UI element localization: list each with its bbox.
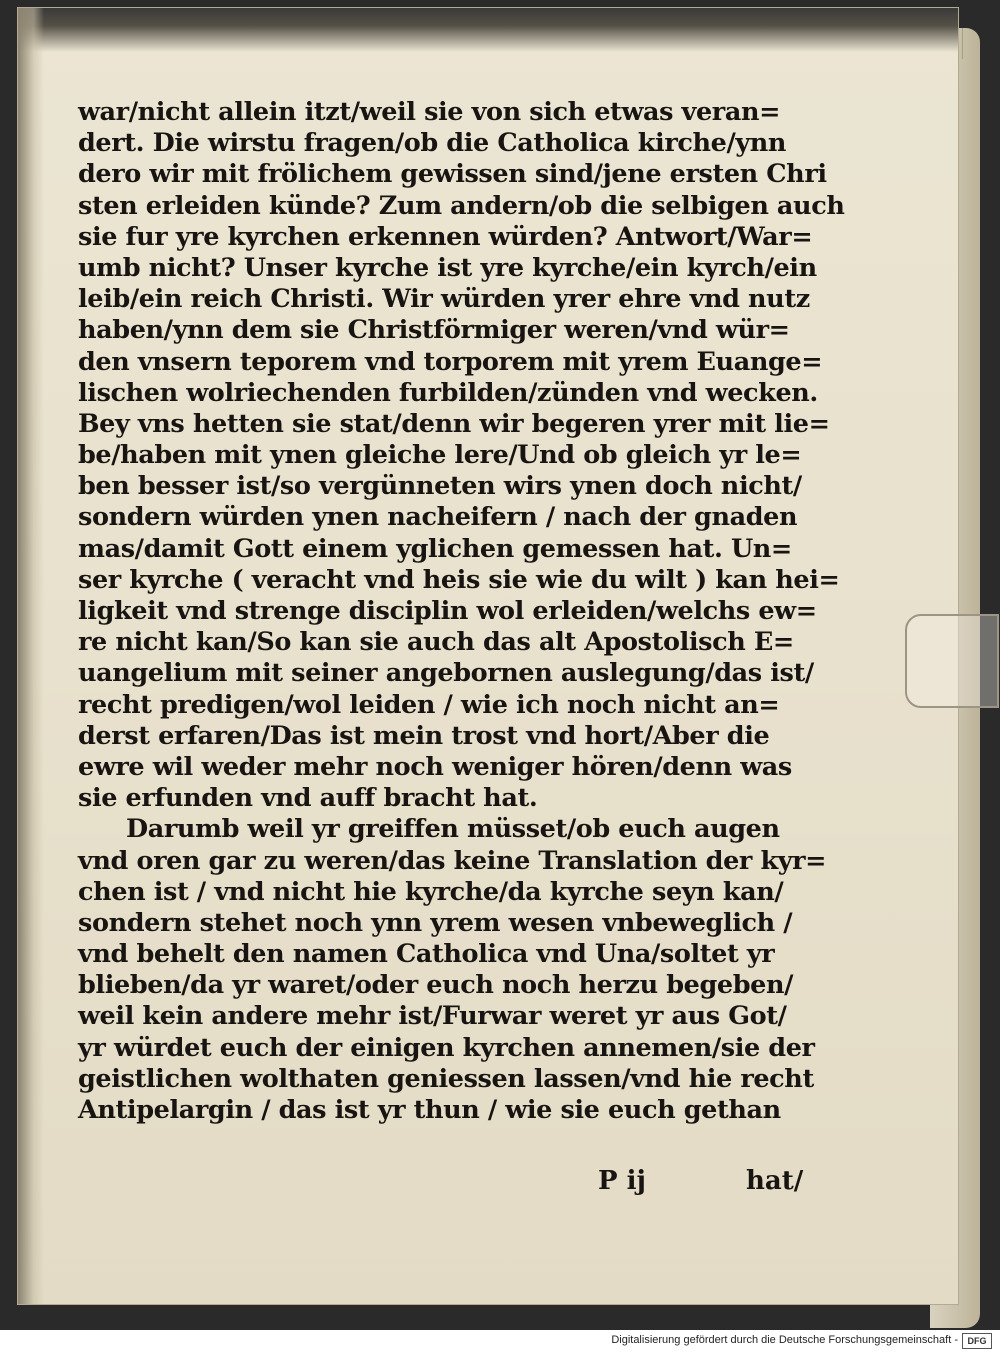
text-line: ligkeit vnd strenge disciplin wol erleiden/welchs ew= [78,596,817,626]
text-line: umb nicht? Unser kyrche ist yre kyrche/ein kyrch/ein [78,252,817,283]
text-line: war/nicht allein itzt/weil sie von sich etwas veran= [78,97,781,127]
text-line: sie fur yre kyrchen erkennen würden? Antwort/War= [78,221,813,252]
text-line: den vnsern teporem vnd torporem mit yrem Euange= [78,346,823,377]
text-line: yr würdet euch der einigen kyrchen annemen/sie der [78,1032,815,1063]
text-line: sondern stehet noch ynn yrem wesen vnbeweglich / [78,907,793,938]
text-line: ewre wil weder mehr noch weniger hören/denn was [78,751,792,782]
text-line: Antipelargin / das ist yr thun / wie sie euch gethan [78,1095,781,1125]
signature-mark: P ij [598,1166,646,1196]
text-line: vnd oren gar zu weren/das keine Translation der kyr= [78,845,827,876]
page-text [78,97,845,1126]
paragraph-start-line: Darumb weil yr greiffen müsset/ob euch augen [126,814,780,845]
text-line: lischen wolriechenden furbilden/zünden vnd wecken. [78,377,818,408]
digitization-footer [0,1330,1000,1353]
text-line: derst erfaren/Das ist mein trost vnd hort/Aber die [78,720,770,751]
page-clip-marker [905,614,999,708]
text-line: ser kyrche ( veracht vnd heis sie wie du wilt ) kan hei= [78,564,840,595]
text-line: weil kein andere mehr ist/Furwar weret yr aus Got/ [78,1001,787,1032]
page-top-shadow [18,8,958,52]
text-line: haben/ynn dem sie Christförmiger weren/vnd wür= [78,315,790,346]
text-line: dero wir mit frölichem gewissen sind/jene ersten Chri [78,159,827,190]
dfg-logo: DFG [962,1333,992,1349]
text-line: sondern würden ynen nacheifern / nach der gnaden [78,502,798,533]
text-line: recht predigen/wol leiden / wie ich noch nicht an= [78,689,780,720]
text-line: geistlichen wolthaten geniessen lassen/vnd hie recht [78,1063,814,1094]
text-line: uangelium mit seiner angebornen auslegung/das ist/ [78,658,814,689]
text-line: leib/ein reich Christi. Wir würden yrer ehre vnd nutz [78,284,810,315]
text-line: dert. Die wirstu fragen/ob die Catholica kirche/ynn [78,128,787,159]
text-line: blieben/da yr waret/oder euch noch herzu begeben/ [78,970,794,1001]
text-line: vnd behelt den namen Catholica vnd Una/soltet yr [78,939,775,970]
text-line: ben besser ist/so vergünneten wirs ynen doch nicht/ [78,471,802,502]
text-line: chen ist / vnd nicht hie kyrche/da kyrche seyn kan/ [78,876,784,907]
catchword: hat/ [746,1166,804,1196]
text-line: be/haben mit ynen gleiche lere/Und ob gleich yr le= [78,440,802,471]
text-line: mas/damit Gott einem yglichen gemessen hat. Un= [78,533,792,564]
text-line: sie erfunden vnd auff bracht hat. [78,783,538,814]
text-line: re nicht kan/So kan sie auch das alt Apostolisch E= [78,627,794,658]
page-gutter-shadow [18,8,44,1304]
text-line: Bey vns hetten sie stat/denn wir begeren yrer mit lie= [78,408,830,439]
digitization-credit: Digitalisierung gefördert durch die Deutsche Forschungsgemeinschaft - [611,1334,958,1346]
text-line: sten erleiden künde? Zum andern/ob die selbigen auch [78,190,845,221]
